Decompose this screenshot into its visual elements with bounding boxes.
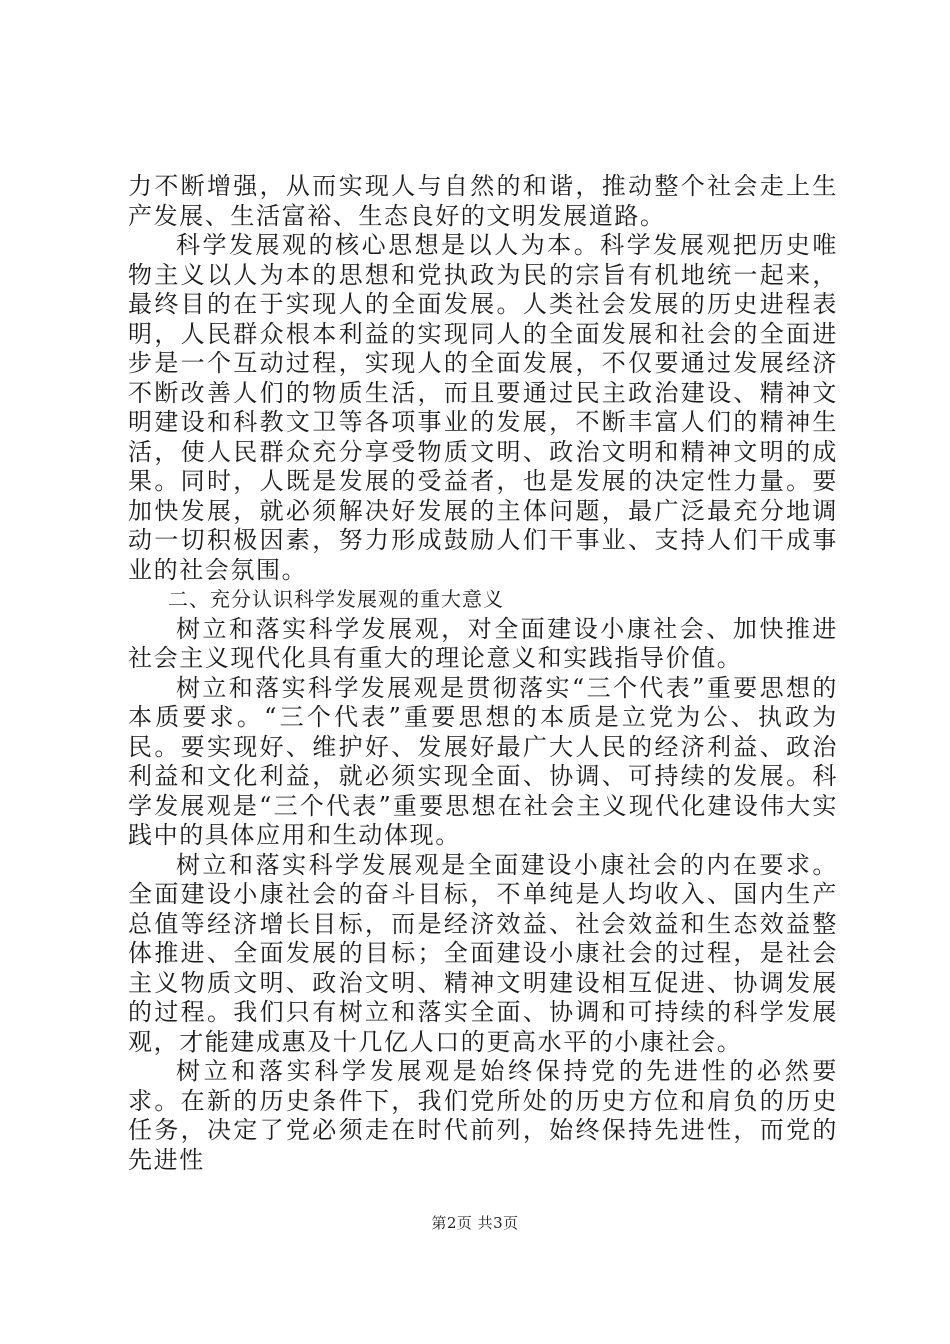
page-footer: 第2页 共3页 <box>431 1214 519 1232</box>
document-body <box>128 172 838 1175</box>
paragraph-3: 树立和落实科学发展观，对全面建设小康社会、加快推进社会主义现代化具有重大的理论意义和实践指导价值。 <box>128 614 838 672</box>
section-heading: 二、充分认识科学发展观的重大意义 <box>168 587 504 611</box>
paragraph-4: 树立和落实科学发展观是贯彻落实“三个代表”重要思想的本质要求。“三个代表”重要思想的本质是立党为公、执政为民。要实现好、维护好、发展好最广大人民的经济利益、政治利益和文化利益，就必须实现全面、协调、可持续的发展。科学发展观是“三个代表”重要思想在社会主义现代化建设伟大实践中的具体应用和生动体现。 <box>128 673 838 849</box>
paragraph-5: 树立和落实科学发展观是全面建设小康社会的内在要求。全面建设小康社会的奋斗目标，不单纯是人均收入、国内生产总值等经济增长目标，而是经济效益、社会效益和生态效益整体推进、全面发展的目标；全面建设小康社会的过程，是社会主义物质文明、政治文明、精神文明建设相互促进、协调发展的过程。我们只有树立和落实全面、协调和可持续的科学发展观，才能建成惠及十几亿人口的更高水平的小康社会。 <box>128 850 838 1056</box>
paragraph-6: 树立和落实科学发展观是始终保持党的先进性的必然要求。在新的历史条件下，我们党所处的历史方位和肩负的历史任务，决定了党必须走在时代前列，始终保持先进性，而党的先进性 <box>128 1057 838 1174</box>
paragraph-2: 科学发展观的核心思想是以人为本。科学发展观把历史唯物主义以人为本的思想和党执政为民的宗旨有机地统一起来，最终目的在于实现人的全面发展。人类社会发展的历史进程表明，人民群众根本利益的实现同人的全面发展和社会的全面进步是一个互动过程，实现人的全面发展，不仅要通过发展经济不断改善人们的物质生活，而且要通过民主政治建设、精神文明建设和科教文卫等各项事业的发展，不断丰富人们的精神生活，使人民群众充分享受物质文明、政治文明和精神文明的成果。同时，人既是发展的受益者，也是发展的决定性力量。要加快发展，就必须解决好发展的主体问题，最广泛最充分地调动一切积极因素，努力形成鼓励人们干事业、支持人们干成事业的社会氛围。 <box>128 231 838 584</box>
paragraph-1: 力不断增强，从而实现人与自然的和谐，推动整个社会走上生产发展、生活富裕、生态良好的文明发展道路。 <box>128 172 838 230</box>
